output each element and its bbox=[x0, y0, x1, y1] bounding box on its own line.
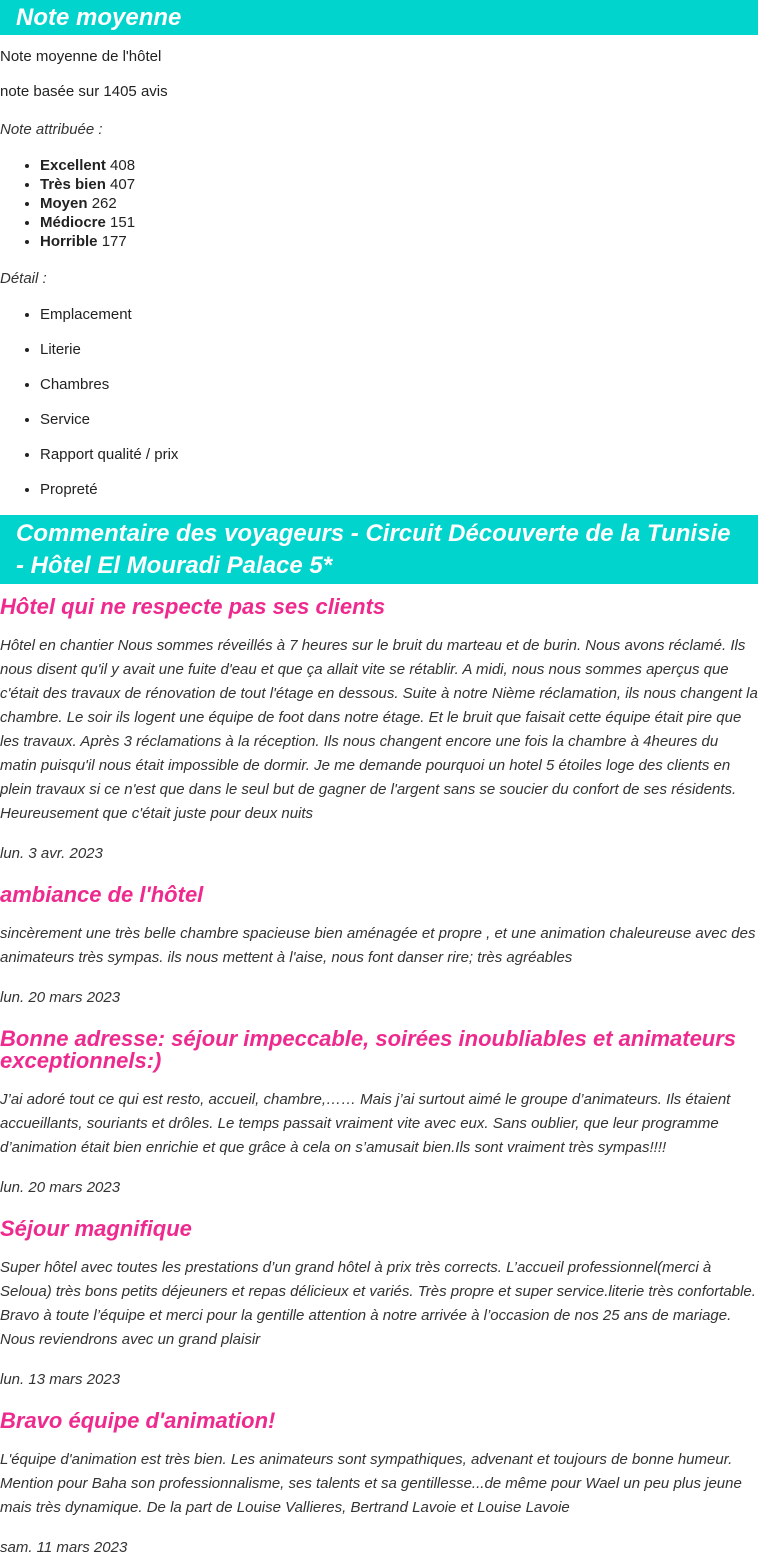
rating-label: Moyen bbox=[40, 195, 88, 212]
review-title: Bonne adresse: séjour impeccable, soirées inoubliables et animateurs exceptionnels:) bbox=[0, 1026, 737, 1073]
review-date: lun. 20 mars 2023 bbox=[0, 1179, 121, 1196]
rating-label: Horrible bbox=[40, 233, 98, 250]
detail-item-emplacement: • Emplacement bbox=[40, 305, 758, 325]
detail-caption: Détail : bbox=[0, 270, 47, 287]
rating-item-excellent bbox=[40, 156, 758, 175]
rating-summary-title: Note moyenne bbox=[0, 0, 758, 35]
rating-item-horrible bbox=[40, 232, 758, 251]
review bbox=[0, 1218, 758, 1410]
rating-item-mediocre bbox=[40, 213, 758, 232]
detail-item-service: • Service bbox=[40, 410, 758, 430]
review-date: lun. 13 mars 2023 bbox=[0, 1371, 121, 1388]
review-date: sam. 11 mars 2023 bbox=[0, 1539, 128, 1556]
review-body: Super hôtel avec toutes les prestations d’un grand hôtel à prix très corrects. L’accueil professionnel(merci à Seloua) très bons petits déjeuners et repas délicieux et variés. Très propre et super service.literie très confortable. Bravo à toute l’équipe et merci pour la gentille attention à notre arrivée à l’occasion de nos 25 ans de mariage. Nous reviendrons avec un grand plaisir bbox=[0, 1259, 756, 1348]
rating-count-text: note basée sur 1405 avis bbox=[0, 83, 168, 100]
hotel-rating-label: Note moyenne de l'hôtel bbox=[0, 48, 162, 65]
rating-count: 408 bbox=[110, 157, 136, 174]
review-date: lun. 20 mars 2023 bbox=[0, 989, 121, 1006]
rating-count: 407 bbox=[110, 176, 136, 193]
rating-summary-section bbox=[0, 0, 758, 515]
review-title: Séjour magnifique bbox=[0, 1216, 192, 1241]
review-body: J’ai adoré tout ce qui est resto, accueil, chambre,…… Mais j’ai surtout aimé le groupe d’animateurs. Ils étaient accueillants, souriants et drôles. Le temps passait vraiment vite avec eux. Sans oublier, que leur programme d’animation était bien enrichie et que grâce à cela on s’amusait bien.Ils sont vraiment très sympas!!!! bbox=[0, 1091, 731, 1156]
rating-label: Médiocre bbox=[40, 214, 106, 231]
review-body: L'équipe d'animation est très bien. Les animateurs sont sympathiques, advenant et toujours de bonne humeur. Mention pour Baha son professionnalisme, ses talents et sa gentillesse...de même pour Wael un peu plus jeune mais très dynamique. De la part de Louise Vallieres, Bertrand Lavoie et Louise Lavoie bbox=[0, 1451, 742, 1516]
review-title: ambiance de l'hôtel bbox=[0, 882, 204, 907]
detail-list bbox=[0, 305, 758, 500]
rating-item-moyen bbox=[40, 194, 758, 213]
review-date: lun. 3 avr. 2023 bbox=[0, 845, 103, 862]
rating-item-tres-bien bbox=[40, 175, 758, 194]
traveler-comments-section bbox=[0, 515, 758, 1566]
rating-count: 177 bbox=[101, 233, 127, 250]
review bbox=[0, 596, 758, 884]
review bbox=[0, 1410, 758, 1566]
comments-title: Commentaire des voyageurs - Circuit Découverte de la Tunisie - Hôtel El Mouradi Palace 5* bbox=[0, 515, 758, 584]
detail-item-rapport-qualite-prix: • Rapport qualité / prix bbox=[40, 445, 758, 465]
ratings-list bbox=[0, 156, 758, 251]
review-body: sincèrement une très belle chambre spacieuse bien aménagée et propre , et une animation chaleureuse avec des animateurs très sympas. ils nous mettent à l'aise, nous font danser rire; très agréables bbox=[0, 925, 756, 966]
review-body: Hôtel en chantier Nous sommes réveillés à 7 heures sur le bruit du marteau et de burin. Nous avons réclamé. Ils nous disent qu'il y avait une fuite d'eau et que ça allait vite se rétablir. A midi, nous nous sommes aperçus que c'était des travaux de rénovation de tout l'étage en dessous. Suite à notre Nième réclamation, ils nous changent la chambre. Le soir ils logent une équipe de foot dans notre étage. Et le bruit que faisait cette équipe était pire que les travaux. Après 3 réclamations à la réception. Ils nous changent encore une fois la chambre à 4heures du matin puisqu'il nous était impossible de dormir. Je me demande pourquoi un hotel 5 étoiles loge des clients en plein travaux si ce n'est que dans le seul but de gagner de l'argent sans se soucier du confort de ses résidents. Heureusement que c'était juste pour deux nuits bbox=[0, 637, 758, 822]
ratings-caption: Note attribuée : bbox=[0, 121, 103, 138]
detail-item-chambres: • Chambres bbox=[40, 375, 758, 395]
review bbox=[0, 1028, 758, 1218]
rating-count: 262 bbox=[91, 195, 117, 212]
review-title: Bravo équipe d'animation! bbox=[0, 1408, 276, 1433]
detail-item-literie: • Literie bbox=[40, 340, 758, 360]
detail-item-proprete: • Propreté bbox=[40, 480, 758, 500]
rating-count: 151 bbox=[110, 214, 136, 231]
rating-label: Excellent bbox=[40, 157, 106, 174]
review bbox=[0, 884, 758, 1028]
rating-label: Très bien bbox=[40, 176, 106, 193]
review-title: Hôtel qui ne respecte pas ses clients bbox=[0, 594, 386, 619]
